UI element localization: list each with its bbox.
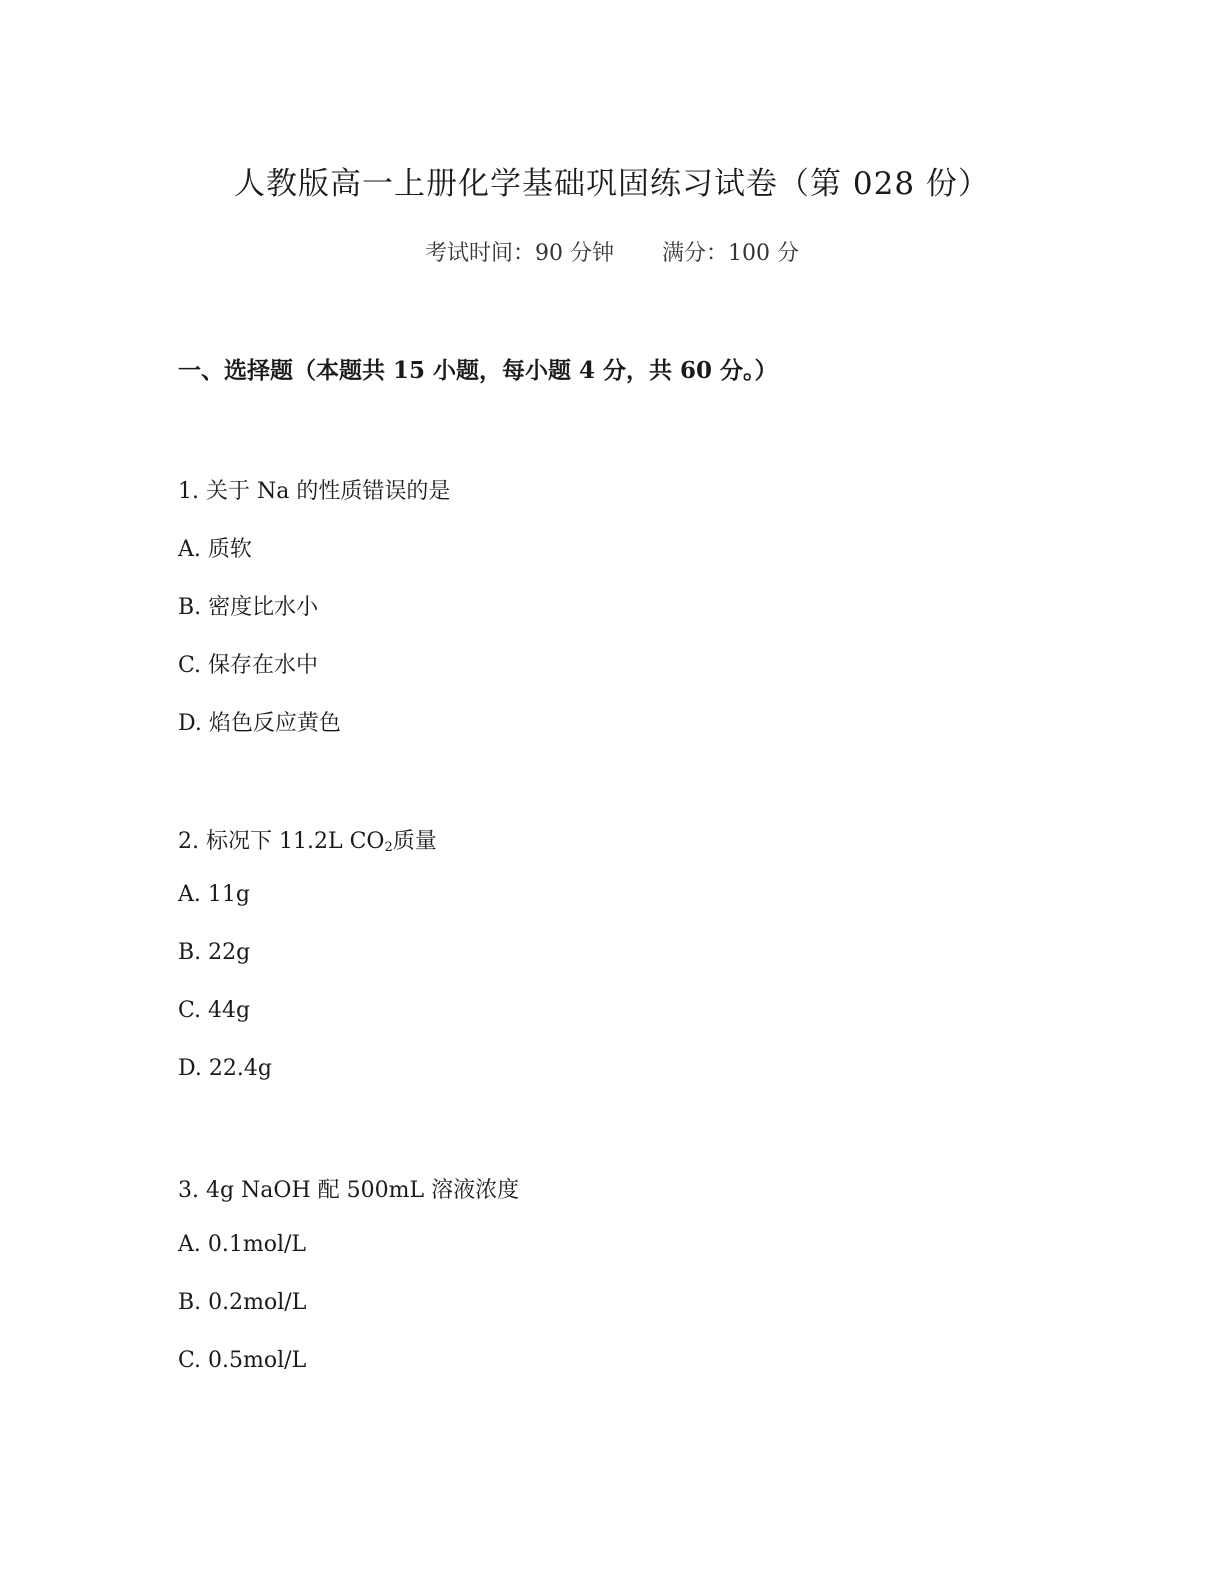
- question-1-option-b: B. 密度比水小: [178, 595, 319, 620]
- question-3-option-b: B. 0.2mol/L: [178, 1290, 307, 1315]
- question-2-option-c: C. 44g: [178, 998, 251, 1023]
- question-2-option-a: A. 11g: [178, 882, 250, 907]
- question-1-option-c: C. 保存在水中: [178, 653, 319, 678]
- question-2-stem: [178, 824, 437, 855]
- exam-time: 考试时间：90 分钟: [425, 241, 614, 266]
- question-1-stem: 1. 关于 Na 的性质错误的是: [178, 479, 451, 504]
- question-3-stem: 3. 4g NaOH 配 500mL 溶液浓度: [178, 1178, 520, 1203]
- question-2-stem-prefix: 2. 标况下 11.2L CO: [178, 829, 385, 854]
- question-2-option-d: D. 22.4g: [178, 1056, 272, 1081]
- question-1-option-d: D. 焰色反应黄色: [178, 711, 341, 736]
- question-1-option-a: A. 质软: [178, 537, 252, 562]
- full-score: 满分：100 分: [662, 241, 799, 266]
- question-2-stem-subscript: 2: [384, 840, 393, 855]
- question-3-option-a: A. 0.1mol/L: [178, 1232, 307, 1257]
- question-3-option-c: C. 0.5mol/L: [178, 1348, 307, 1373]
- document-title: 人教版高一上册化学基础巩固练习试卷（第 028 份）: [234, 166, 990, 202]
- exam-info: [0, 236, 1224, 267]
- question-2-stem-suffix: 质量: [392, 829, 437, 854]
- section-heading: 一、选择题（本题共 15 小题，每小题 4 分，共 60 分。）: [178, 357, 778, 384]
- question-2-option-b: B. 22g: [178, 940, 251, 965]
